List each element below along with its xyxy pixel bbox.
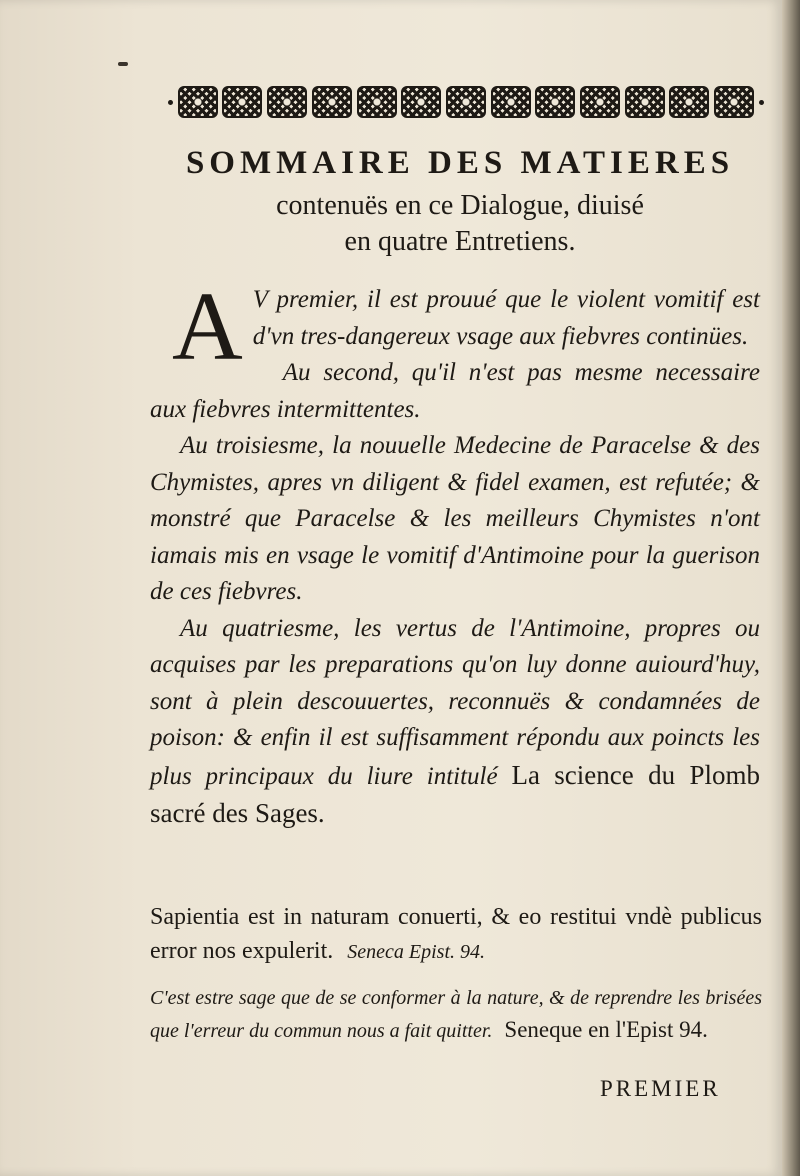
ink-mark — [118, 62, 128, 66]
quote-source: Seneque en l'Epist 94. — [504, 1017, 708, 1042]
subtitle-line: en quatre Entretiens. — [344, 226, 576, 257]
paragraph-third-entretien: Au troisiesme, la nouuelle Medecine de Paracelse & des Chymistes, apres vn diligent & fidel examen, est refutée; & monstré que Paracelse & les meilleurs Chymistes n'ont iamais mis en vsage le vomitif d'Antimoine pour la guerison de ces fiebvres. — [150, 432, 760, 605]
ornament-knot — [401, 86, 441, 118]
ornamental-headband — [168, 84, 764, 120]
ornament-knot — [357, 86, 397, 118]
summary-body — [150, 273, 760, 834]
ornament-knot — [312, 86, 352, 118]
ornament-knot — [535, 86, 575, 118]
french-quote — [150, 983, 762, 1047]
subtitle-line: contenuës en ce Dialogue, diuisé — [276, 190, 644, 221]
page-gutter — [782, 0, 800, 1176]
paragraph-second-entretien: Au second, qu'il n'est pas mesme necessaire aux fiebvres intermittentes. — [150, 359, 760, 423]
book-title: La science du Plomb sacré des Sages. — [150, 759, 760, 828]
paragraph-text: Au quatriesme, les vertus de l'Antimoine, propres ou acquises par les preparations qu'on luy donne auiourd'huy, sont à plein descouuertes, reconnuës & condamnées de poison: & enfin il est suffisamment répondu aux poincts les plus principaux du liure intitulé — [150, 614, 760, 790]
ornament-knot — [714, 86, 754, 118]
catchword: PREMIER — [600, 1076, 721, 1101]
ornament-knot — [625, 86, 665, 118]
ornament-dot — [759, 100, 764, 105]
quote-text: C'est estre sage que de se conformer à la nature, & de reprendre les brisées que l'erreur du commun nous a fait quitter. — [150, 987, 762, 1042]
ornament-knot — [580, 86, 620, 118]
paragraph-text: V premier, il est prouué que le violent vomitif est d'vn tres-dangereux vsage aux fiebvres continües. — [252, 286, 760, 350]
quote-source: Seneca Epist. 94. — [347, 941, 486, 963]
paragraph-fourth-entretien — [150, 611, 760, 834]
ornament-knot — [669, 86, 709, 118]
drop-cap: A — [172, 273, 243, 381]
ornament-knot — [222, 86, 262, 118]
ornament-knot — [267, 86, 307, 118]
latin-quote — [150, 900, 762, 969]
ornament-dot — [168, 100, 173, 105]
page-subtitle — [150, 188, 770, 260]
page-title: SOMMAIRE DES MATIERES — [185, 145, 735, 181]
ornament-knot — [491, 86, 531, 118]
quote-text: Sapientia est in naturam conuerti, & eo restitui vndè publicus error nos expulerit. — [150, 904, 762, 964]
ornament-knot — [446, 86, 486, 118]
ornament-knot — [178, 86, 218, 118]
paragraph-first-entretien — [150, 273, 760, 381]
